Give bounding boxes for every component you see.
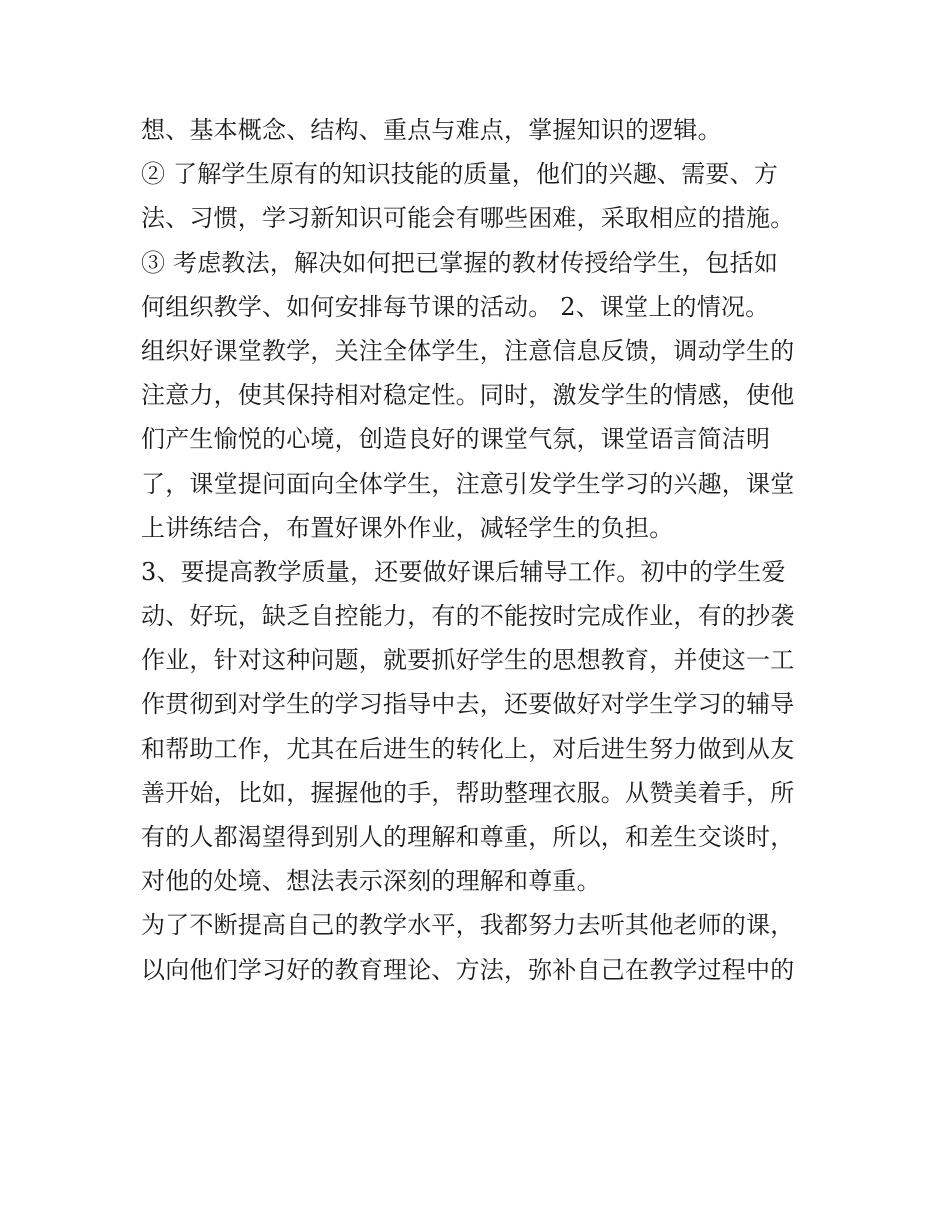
text-line: 有的人都渴望得到别人的理解和尊重，所以，和差生交谈时，: [141, 823, 795, 851]
text-line: 作业，针对这种问题，就要抓好学生的思想教育，并使这一工: [141, 646, 795, 675]
text-line: 3、要提高教学质量，还要做好课后辅导工作。初中的学生爱: [141, 557, 786, 586]
text-line: 为了不断提高自己的教学水平，我都努力去听其他老师的课，: [141, 911, 795, 940]
text-line: 上讲练结合，布置好课外作业，减轻学生的负担。: [141, 513, 674, 542]
text-line: 注意力，使其保持相对稳定性。同时，激发学生的情感，使他: [141, 381, 795, 410]
text-line: ② 了解学生原有的知识技能的质量，他们的兴趣、需要、方: [141, 160, 779, 189]
text-line: 了，课堂提问面向全体学生，注意引发学生学习的兴趣，课堂: [141, 469, 795, 498]
text-line: 以向他们学习好的教育理论、方法，弥补自己在教学过程中的: [141, 955, 795, 984]
text-line: 动、好玩，缺乏自控能力，有的不能按时完成作业，有的抄袭: [141, 602, 795, 631]
text-line: 法、习惯，学习新知识可能会有哪些困难，采取相应的措施。: [141, 204, 795, 233]
text-line: ③ 考虑教法，解决如何把已掌握的教材传授给学生，包括如: [141, 248, 779, 277]
text-line: 和帮助工作，尤其在后进生的转化上，对后进生努力做到从友: [141, 734, 795, 763]
text-line: 对他的处境、想法表示深刻的理解和尊重。: [141, 867, 601, 896]
text-line: 作贯彻到对学生的学习指导中去，还要做好对学生学习的辅导: [141, 690, 795, 719]
text-line: 组织好课堂教学，关注全体学生，注意信息反馈，调动学生的: [141, 336, 795, 365]
text-line: 想、基本概念、结构、重点与难点，掌握知识的逻辑。: [141, 116, 722, 144]
body-text: [141, 108, 821, 992]
text-line: 们产生愉悦的心境，创造良好的课堂气氛，课堂语言简洁明: [141, 425, 771, 454]
text-line: 善开始，比如，握握他的手，帮助整理衣服。从赞美着手，所: [141, 778, 795, 807]
text-line: 何组织教学、如何安排每节课的活动。 2、课堂上的情况。: [141, 292, 770, 321]
